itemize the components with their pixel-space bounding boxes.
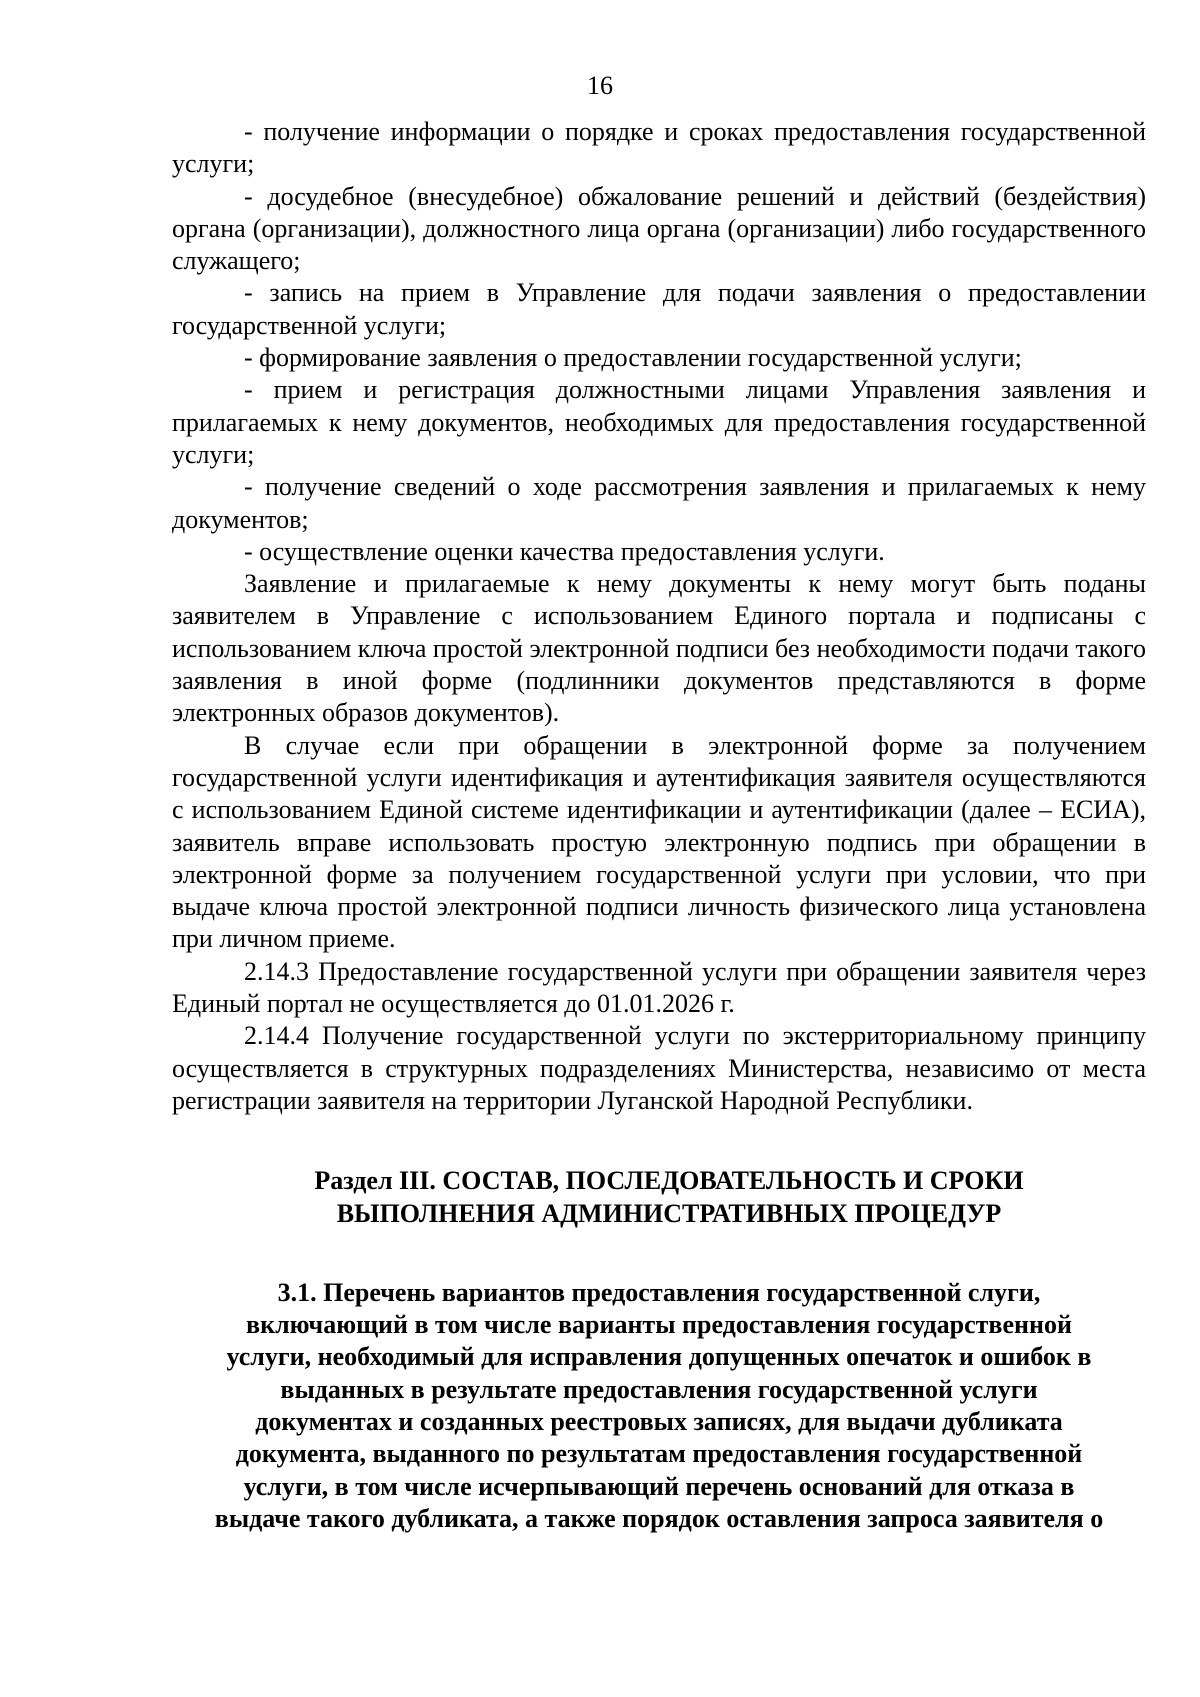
subsection-title-line: услуги, необходимый для исправления допущенных опечаток и ошибок в <box>226 1342 1092 1372</box>
section-title: Раздел III. СОСТАВ, ПОСЛЕДОВАТЕЛЬНОСТЬ И СРОКИ ВЫПОЛНЕНИЯ АДМИНИСТРАТИВНЫХ ПРОЦЕДУР <box>314 1166 1024 1228</box>
subsection-title-line: выдаче такого дубликата, а также порядок оставления запроса заявителя о <box>214 1503 1104 1533</box>
list-item-appointment: - запись на прием в Управление для подачи заявления о предоставлении государственной услуги; <box>172 278 1146 340</box>
paragraph-application-submission: Заявление и прилагаемые к нему документы к нему могут быть поданы заявителем в Управление с использованием Единого портала и подписаны с использованием ключа простой электронной подписи без необходимости подачи такого заявления в иной форме (подлинники документов представляются в форме электронных образов документов). <box>172 569 1147 728</box>
paragraph-2-14-4: 2.14.4 Получение государственной услуги по экстерриториальному принципу осуществляется в структурных подразделениях Министерства, независимо от места регистрации заявителя на территории Луганской Народной Республики. <box>172 1021 1146 1115</box>
paragraph-esia-authentication: В случае если при обращении в электронной форме за получением государственной услуги идентификация и аутентификация заявителя осуществляются с использованием Единой системе идентификации и аутентификации (далее – ЕСИА), заявитель вправе использовать простую электронную подпись при обращении в электронной форме за получением государственной услуги при условии, что при выдаче ключа простой электронной подписи личность физического лица установлена при личном приеме. <box>172 730 1146 954</box>
paragraph-2-14-3: 2.14.3 Предоставление государственной услуги при обращении заявителя через Единый портал не осуществляется до 01.01.2026 г. <box>172 956 1146 1019</box>
subsection-title-line: выданных в результате предоставления государственной услуги <box>280 1374 1038 1404</box>
list-item-quality-assessment: - осуществление оценки качества предоставления услуги. <box>244 536 885 566</box>
subsection-title-line: включающий в том числе варианты предоставления государственной <box>246 1310 1072 1340</box>
list-item-information: - получение информации о порядке и сроках предоставления государственной услуги; <box>172 117 1146 179</box>
list-item-application-forming: - формирование заявления о предоставлении государственной услуги; <box>244 343 1022 373</box>
subsection-title-line: документа, выданного по результатам предоставления государственной <box>235 1439 1083 1469</box>
subsection-title <box>172 1277 1146 1535</box>
list-item-appeal: - досудебное (внесудебное) обжалование решений и действий (бездействия) органа (организации), должностного лица органа (организации) либо государственного служащего; <box>172 181 1146 276</box>
document-body <box>172 116 1146 1535</box>
subsection-title-line: услуги, в том числе исчерпывающий перечень оснований для отказа в <box>243 1471 1075 1501</box>
list-item-status-info: - получение сведений о ходе рассмотрения заявления и прилагаемых к нему документов; <box>172 472 1146 534</box>
list-item-registration: - прием и регистрация должностными лицами Управления заявления и прилагаемых к нему документов, необходимых для предоставления государственной услуги; <box>172 375 1146 469</box>
page-number: 16 <box>587 71 613 100</box>
subsection-title-line: документах и созданных реестровых записях, для выдачи дубликата <box>255 1406 1063 1436</box>
subsection-title-line: 3.1. Перечень вариантов предоставления государственной слуги, <box>277 1277 1041 1307</box>
